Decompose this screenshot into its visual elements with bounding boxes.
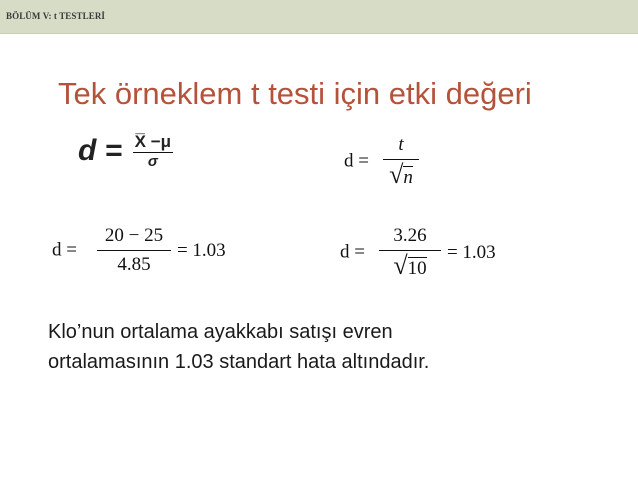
general-formula-denominator: σ bbox=[133, 152, 173, 170]
t-formula-lhs: d = bbox=[344, 150, 369, 172]
general-formula-fraction bbox=[133, 132, 173, 170]
t-formula-fraction bbox=[383, 134, 419, 189]
example2-radicand: 10 bbox=[407, 258, 427, 279]
example2-lhs: d = bbox=[340, 241, 365, 263]
section-header-bar bbox=[0, 0, 638, 34]
conclusion-line-1: Klo’nun ortalama ayakkabı satışı evren bbox=[48, 321, 393, 343]
example1-lhs: d = bbox=[52, 239, 77, 261]
t-formula-denominator bbox=[383, 159, 419, 189]
general-formula bbox=[78, 132, 173, 170]
example1-result: = 1.03 bbox=[176, 239, 226, 261]
t-formula bbox=[344, 134, 419, 189]
t-formula-numerator: t bbox=[398, 134, 404, 155]
example2-denominator bbox=[379, 250, 441, 280]
square-root-icon: √ bbox=[393, 251, 408, 280]
example2-result: = 1.03 bbox=[446, 241, 496, 263]
conclusion-line-2: ortalamasının 1.03 standart hata altındadır. bbox=[48, 351, 430, 373]
slide-title: Tek örneklem t testi için etki değeri bbox=[58, 76, 532, 111]
general-formula-lhs: d = bbox=[78, 134, 123, 167]
conclusion-text bbox=[48, 317, 429, 377]
general-formula-numerator: X̅ −μ bbox=[134, 132, 172, 151]
example1-formula bbox=[52, 225, 226, 276]
square-root-icon: √ bbox=[389, 160, 404, 189]
example2-fraction bbox=[379, 225, 441, 280]
t-formula-radicand: n bbox=[403, 167, 413, 188]
example1-denominator: 4.85 bbox=[97, 250, 171, 276]
example1-numerator: 20 − 25 bbox=[104, 225, 164, 246]
example2-numerator: 3.26 bbox=[393, 225, 427, 246]
example2-formula bbox=[340, 225, 496, 280]
section-label: BÖLÜM V: t TESTLERİ bbox=[6, 11, 106, 21]
example1-fraction bbox=[97, 225, 171, 276]
